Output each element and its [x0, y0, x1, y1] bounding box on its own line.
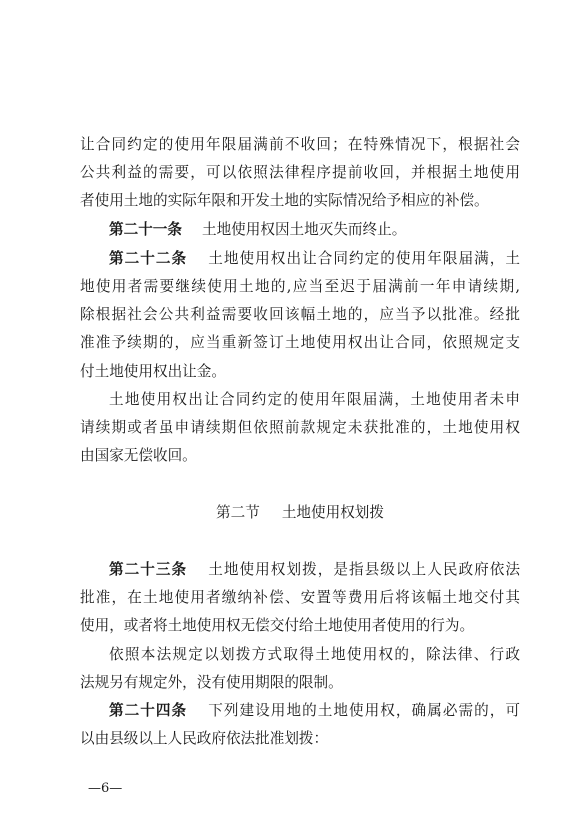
section-heading	[80, 503, 520, 523]
paragraph-line: 除根据社会公共利益需要收回该幅土地的，应当予以批准。经批	[80, 306, 520, 323]
article-24	[109, 701, 520, 721]
paragraph-line: 依照本法规定以划拨方式取得土地使用权的，除法律、行政	[109, 646, 520, 663]
paragraph-line: 土地使用权出让合同约定的使用年限届满，土地使用者未申	[109, 391, 520, 408]
paragraph-line: 请续期或者虽申请续期但依照前款规定未获批准的，土地使用权	[80, 419, 520, 436]
paragraph-line: 由国家无偿收回。	[80, 447, 197, 464]
article-label: 第二十二条	[109, 250, 188, 267]
paragraph-line: 准准予续期的，应当重新签订土地使用权出让合同，依照规定支	[80, 334, 520, 351]
article-text: 土地使用权出让合同约定的使用年限届满，土	[207, 250, 520, 267]
article-label: 第二十四条	[109, 702, 188, 719]
article-22	[109, 249, 520, 269]
article-label: 第二十三条	[109, 561, 188, 578]
section-title: 土地使用权划拨	[281, 504, 384, 521]
article-21	[109, 220, 520, 240]
paragraph-line: 让合同约定的使用年限届满前不收回；在特殊情况下，根据社会	[80, 136, 520, 153]
article-label: 第二十一条	[109, 221, 182, 238]
paragraph-line: 以由县级以上人民政府依法批准划拨：	[80, 730, 329, 747]
paragraph-line: 法规另有规定外，没有使用期限的限制。	[80, 674, 343, 691]
article-text: 下列建设用地的土地使用权，确属必需的，可	[207, 702, 520, 719]
paragraph-line: 地使用者需要继续使用土地的,应当至迟于届满前一年申请续期,	[80, 278, 520, 295]
section-number: 第二节	[216, 504, 260, 521]
paragraph-line: 者使用土地的实际年限和开发土地的实际情况给予相应的补偿。	[80, 192, 489, 209]
paragraph-line: 公共利益的需要，可以依照法律程序提前收回，并根据土地使用	[80, 164, 520, 181]
article-23	[109, 560, 520, 580]
article-text: 土地使用权因土地灭失而终止。	[201, 221, 407, 238]
article-text: 土地使用权划拨，是指县级以上人民政府依法	[207, 561, 520, 578]
page-number: —6—	[88, 781, 123, 796]
paragraph-line: 批准，在土地使用者缴纳补偿、安置等费用后将该幅土地交付其	[80, 589, 520, 606]
paragraph-line: 使用，或者将土地使用权无偿交付给土地使用者使用的行为。	[80, 617, 475, 634]
paragraph-line: 付土地使用权出让金。	[80, 363, 226, 380]
